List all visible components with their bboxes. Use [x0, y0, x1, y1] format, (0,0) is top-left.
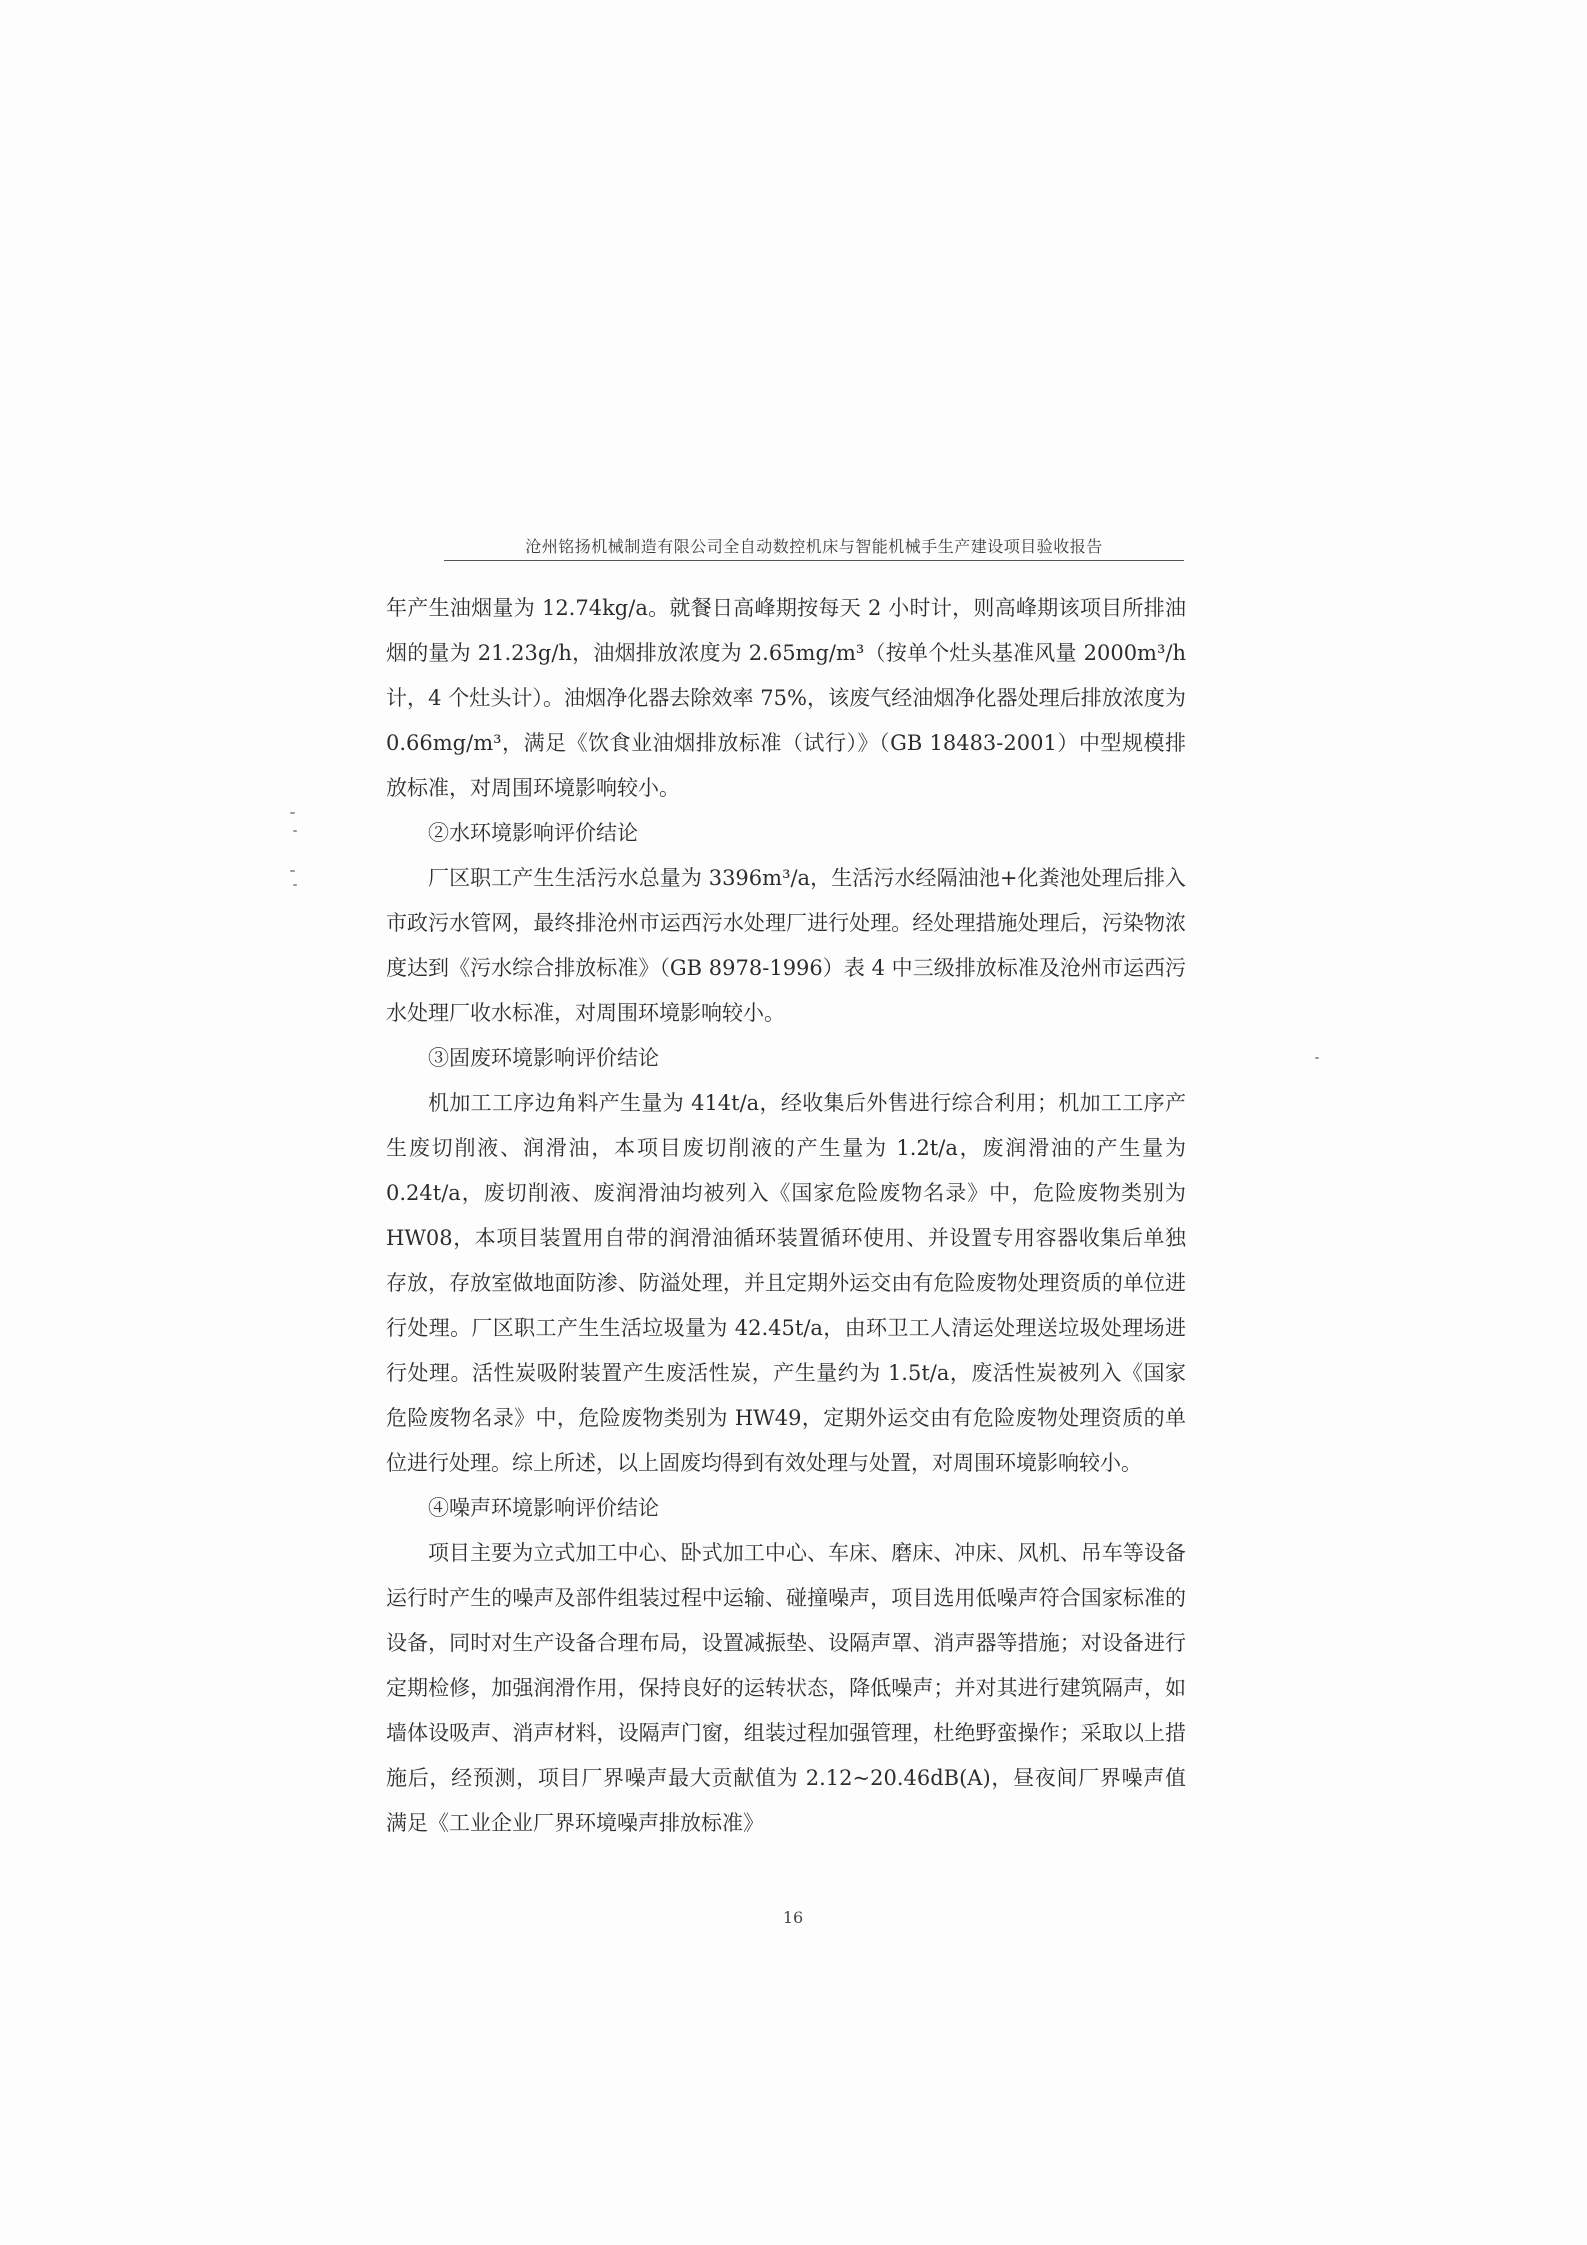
scan-speck — [290, 870, 295, 872]
scan-speck — [1315, 1057, 1319, 1059]
paragraph-noise: 项目主要为立式加工中心、卧式加工中心、车床、磨床、冲床、风机、吊车等设备运行时产生的噪声及部件组装过程中运输、碰撞噪声，项目选用低噪声符合国家标准的设备，同时对生产设备合理布局，设置减振垫、设隔声罩、消声器等措施；对设备进行定期检修，加强润滑作用，保持良好的运转状态，降低噪声；并对其进行建筑隔声，如墙体设吸声、消声材料，设隔声门窗，组装过程加强管理，杜绝野蛮操作；采取以上措施后，经预测，项目厂界噪声最大贡献值为 2.12~20.46dB(A)，昼夜间厂界噪声值满足《工业企业厂界环境噪声排放标准》 — [386, 1541, 1186, 1835]
scan-speck — [293, 884, 297, 886]
paragraph-solid-waste: 机加工工序边角料产生量为 414t/a，经收集后外售进行综合利用；机加工工序产生废切削液、润滑油，本项目废切削液的产生量为 1.2t/a，废润滑油的产生量为 0.24t/a，废切削液、废润滑油均被列入《国家危险废物名录》中，危险废物类别为 HW08，本项目装置用自带的润滑油循环装置循环使用、并设置专用容器收集后单独存放，存放室做地面防渗、防溢处理，并且定期外运交由有危险废物处理资质的单位进行处理。厂区职工产生生活垃圾量为 42.45t/a，由环卫工人清运处理送垃圾处理场进行处理。活性炭吸附装置产生废活性炭，产生量约为 1.5t/a，废活性炭被列入《国家危险废物名录》中，危险废物类别为 HW49，定期外运交由有危险废物处理资质的单位进行处理。综上所述，以上固废均得到有效处理与处置，对周围环境影响较小。 — [386, 1091, 1186, 1475]
heading-solid-waste: ③固废环境影响评价结论 — [428, 1046, 659, 1070]
heading-noise: ④噪声环境影响评价结论 — [428, 1496, 659, 1520]
body-text — [386, 586, 1186, 1846]
heading-water-environment: ②水环境影响评价结论 — [428, 821, 638, 845]
paragraph-oil-fume: 年产生油烟量为 12.74kg/a。就餐日高峰期按每天 2 小时计，则高峰期该项目所排油烟的量为 21.23g/h，油烟排放浓度为 2.65mg/m³（按单个灶头基准风量 2000m³/h 计，4 个灶头计）。油烟净化器去除效率 75%，该废气经油烟净化器处理后排放浓度为 0.66mg/m³，满足《饮食业油烟排放标准（试行）》（GB 18483-2001）中型规模排放标准，对周围环境影响较小。 — [386, 596, 1186, 800]
paragraph-water-environment: 厂区职工产生生活污水总量为 3396m³/a，生活污水经隔油池+化粪池处理后排入市政污水管网，最终排沧州市运西污水处理厂进行处理。经处理措施处理后，污染物浓度达到《污水综合排放标准》（GB 8978-1996）表 4 中三级排放标准及沧州市运西污水处理厂收水标准，对周围环境影响较小。 — [386, 866, 1186, 1025]
running-header: 沧州铭扬机械制造有限公司全自动数控机床与智能机械手生产建设项目验收报告 — [525, 537, 1103, 556]
page-number: 16 — [782, 1908, 804, 1927]
scan-speck — [293, 830, 297, 832]
scan-speck — [290, 812, 295, 814]
header-rule — [444, 560, 1184, 561]
